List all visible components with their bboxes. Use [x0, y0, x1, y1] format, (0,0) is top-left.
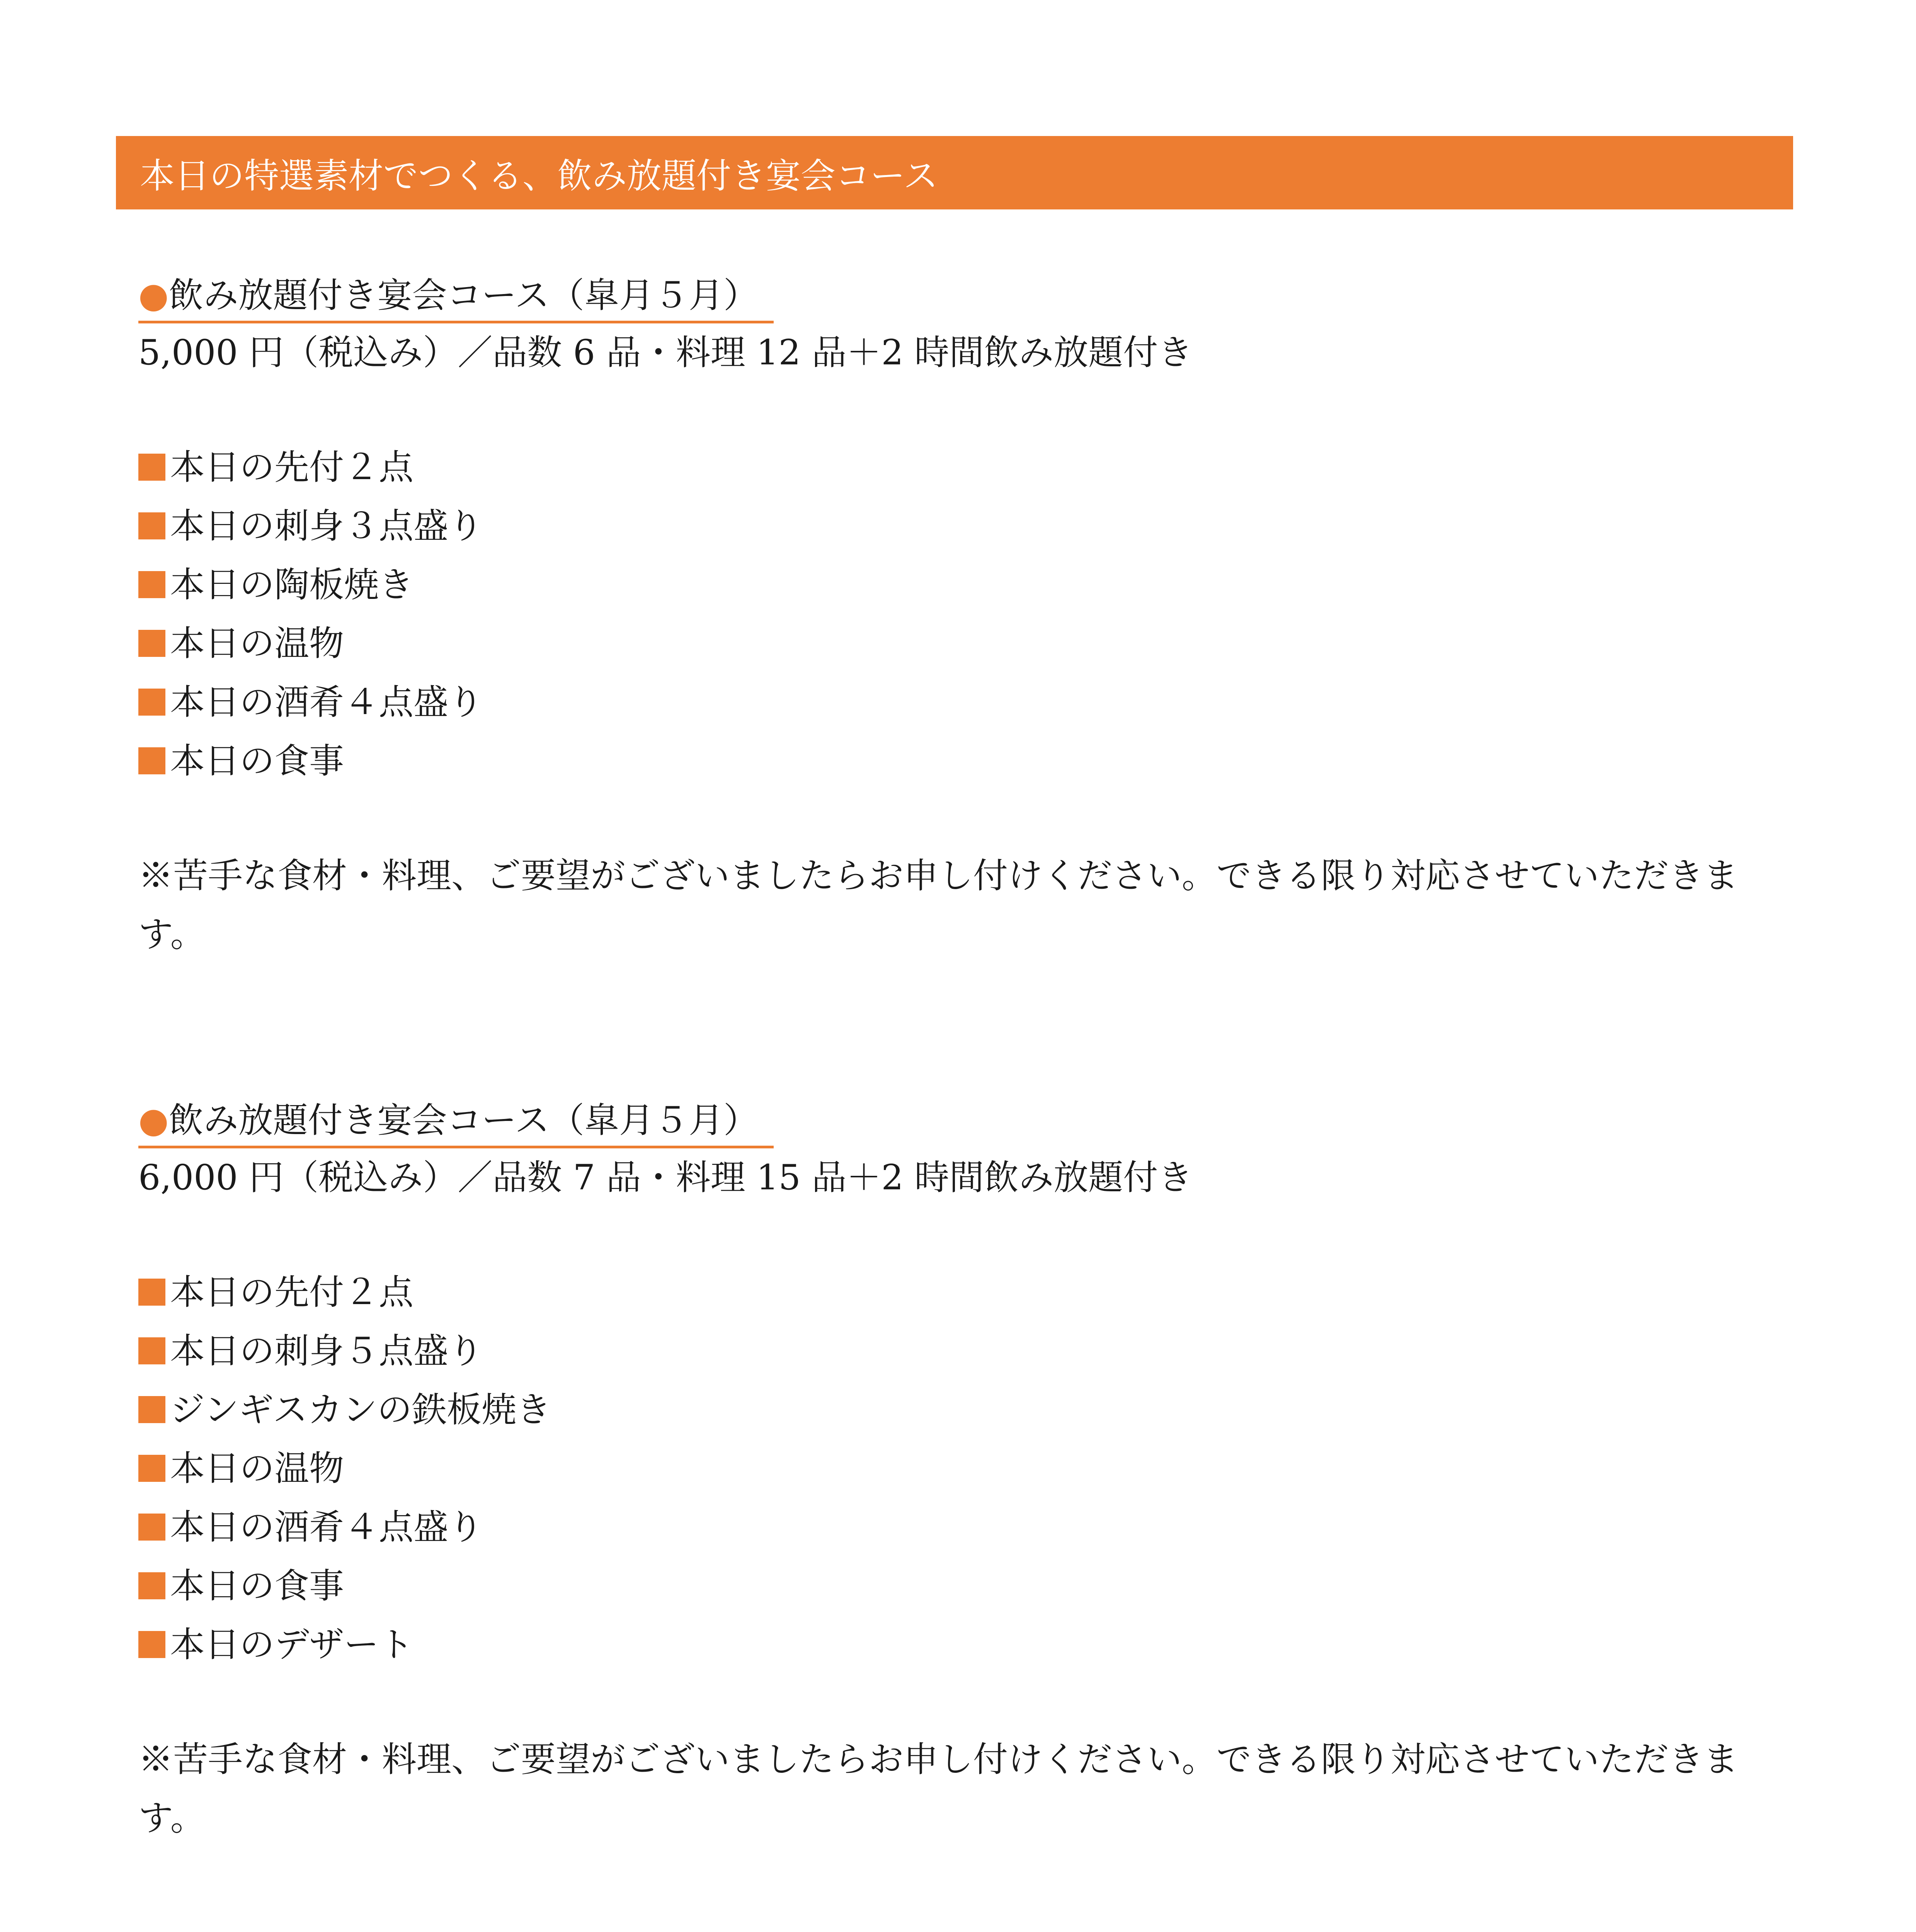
list-item-text: 本日の先付２点 [170, 1272, 413, 1313]
list-item-text: 本日の刺身３点盛り [170, 506, 483, 546]
list-item [138, 1498, 1777, 1557]
square-bullet-icon [138, 1572, 165, 1599]
list-item-text: 本日の酒肴４点盛り [170, 1507, 483, 1548]
list-item-text: 本日の先付２点 [170, 447, 413, 488]
course-section-title: 本日の特選素材でつくる、飲み放題付き宴会コース [140, 156, 938, 196]
course-item-list [138, 1263, 1777, 1674]
list-item-text: ジンギスカンの鉄板焼き [170, 1389, 551, 1430]
square-bullet-icon [138, 571, 165, 598]
list-item [138, 556, 1777, 614]
square-bullet-icon [138, 1279, 165, 1306]
list-item-text: 本日の食事 [170, 1566, 344, 1606]
square-bullet-icon [138, 747, 165, 774]
course-section-header [116, 136, 1793, 209]
list-item [138, 438, 1777, 497]
list-item [138, 614, 1777, 673]
list-item-text: 本日の陶板焼き [170, 565, 413, 605]
list-item [138, 673, 1777, 732]
square-bullet-icon [138, 1455, 165, 1482]
list-item [138, 1616, 1777, 1674]
list-item-text: 本日の食事 [170, 741, 344, 781]
course-block-2 [138, 1095, 1777, 1848]
course-price: 6,000 円（税込み）／品数 7 品・料理 15 品＋2 時間飲み放題付き [138, 1157, 1193, 1198]
course-item-list [138, 438, 1777, 791]
square-bullet-icon [138, 512, 165, 539]
bullet-icon: ● [138, 275, 169, 316]
course-title-text: 飲み放題付き宴会コース（皐月５月） [168, 1100, 759, 1141]
course-title-text: 飲み放題付き宴会コース（皐月５月） [168, 275, 759, 316]
course-title [138, 270, 774, 323]
list-item [138, 1263, 1777, 1322]
course-block-1 [138, 270, 1777, 964]
course-title [138, 1095, 774, 1148]
square-bullet-icon [138, 1631, 165, 1658]
course-note: ※苦手な食材・料理、ご要望がございましたらお申し付けください。できる限り対応させていただきます。 [138, 855, 1738, 955]
list-item [138, 497, 1777, 556]
list-item-text: 本日の刺身５点盛り [170, 1331, 483, 1371]
list-item [138, 732, 1777, 791]
list-item [138, 1439, 1777, 1498]
square-bullet-icon [138, 689, 165, 716]
list-item [138, 1557, 1777, 1616]
square-bullet-icon [138, 1514, 165, 1541]
list-item-text: 本日の温物 [170, 623, 344, 664]
list-item-text: 本日のデザート [170, 1624, 413, 1665]
list-item [138, 1322, 1777, 1381]
list-item [138, 1381, 1777, 1439]
square-bullet-icon [138, 630, 165, 657]
course-note: ※苦手な食材・料理、ご要望がございましたらお申し付けください。できる限り対応させていただきます。 [138, 1739, 1738, 1838]
square-bullet-icon [138, 1337, 165, 1364]
square-bullet-icon [138, 1396, 165, 1423]
square-bullet-icon [138, 454, 165, 481]
list-item-text: 本日の温物 [170, 1448, 344, 1489]
list-item-text: 本日の酒肴４点盛り [170, 682, 483, 723]
course-price: 5,000 円（税込み）／品数 6 品・料理 12 品＋2 時間飲み放題付き [138, 332, 1193, 373]
bullet-icon: ● [138, 1100, 169, 1141]
